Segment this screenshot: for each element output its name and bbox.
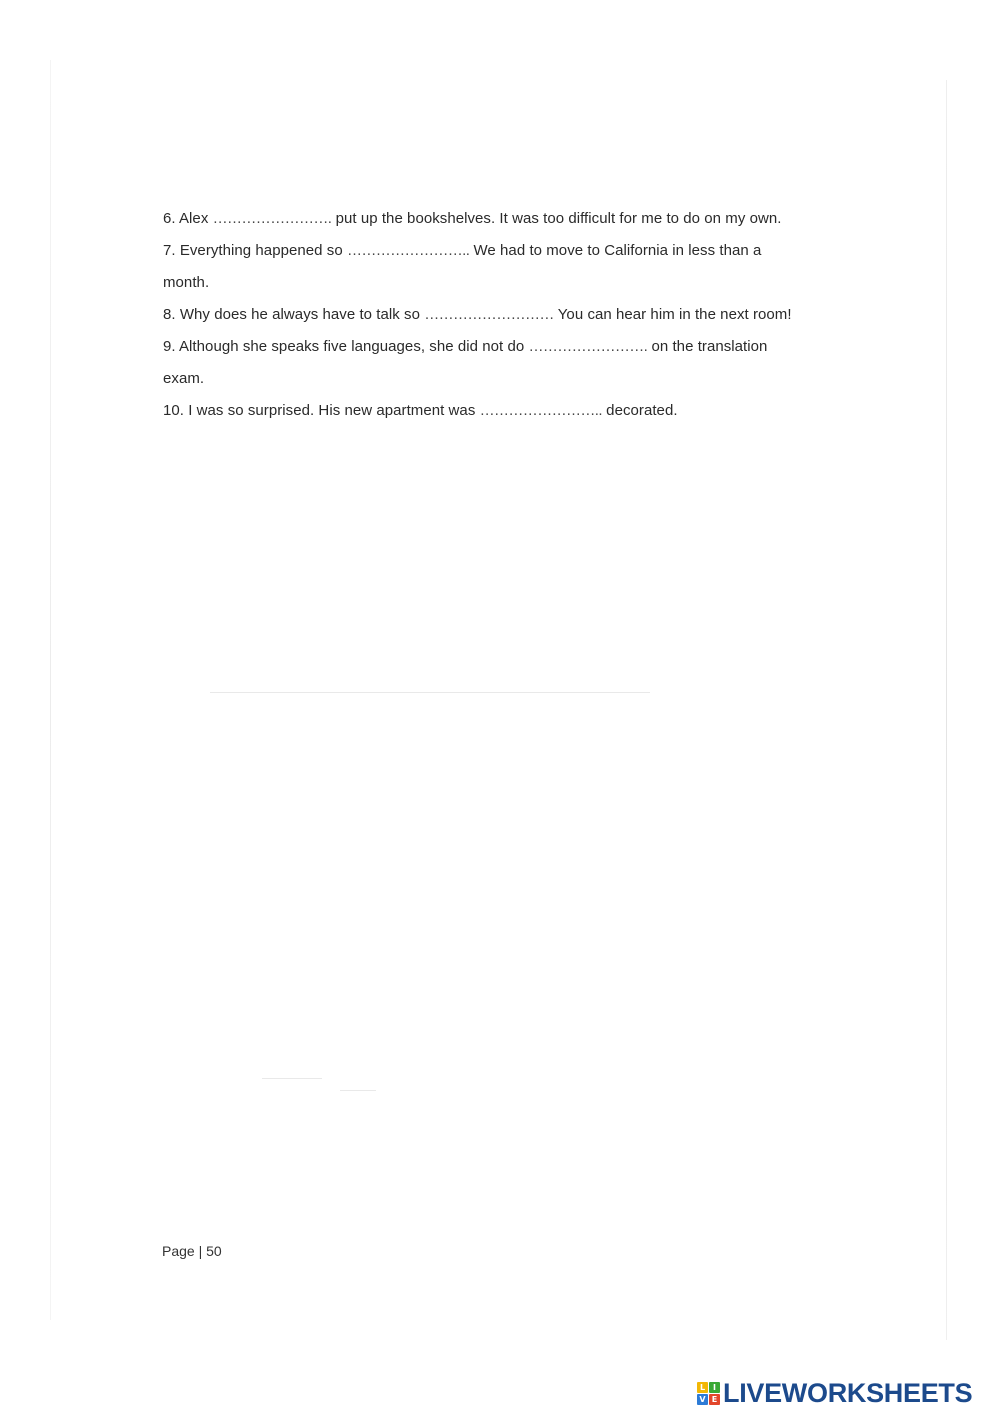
logo-tile: I (709, 1382, 720, 1393)
exercise-item-continuation: exam. (163, 370, 205, 387)
exercise-item (163, 203, 823, 235)
item-text-after: put up the bookshelves. It was too difficult for me to do on my own. (331, 210, 782, 227)
item-text-after: decorated. (601, 402, 678, 419)
scan-edge-left (50, 60, 51, 1320)
exercise-item (163, 395, 823, 427)
scan-artifact (340, 1090, 376, 1091)
item-text-after: We had to move to California in less than a (469, 242, 762, 259)
exercise-item-continuation: month. (163, 274, 210, 291)
item-text-before: 9. Although she speaks five languages, she did not do (163, 338, 529, 355)
answer-blank[interactable]: ……………………. (212, 210, 332, 227)
item-text-after: You can hear him in the next room! (553, 306, 792, 323)
answer-blank[interactable]: ……………………… (424, 306, 554, 323)
item-text-before: 6. Alex (163, 210, 213, 227)
exercise-item (163, 299, 823, 331)
item-text-before: 8. Why does he always have to talk so (163, 306, 425, 323)
scan-artifact (262, 1078, 322, 1079)
item-text-after: on the translation (647, 338, 768, 355)
exercise-list (163, 203, 823, 427)
exercise-item (163, 331, 823, 363)
exercise-item (163, 235, 823, 267)
item-text-before: 7. Everything happened so (163, 242, 347, 259)
logo-tile: V (697, 1394, 708, 1405)
answer-blank[interactable]: …………………….. (346, 242, 470, 259)
item-text-before: 10. I was so surprised. His new apartment was (163, 402, 480, 419)
scan-artifact (210, 692, 650, 693)
scan-edge-right (946, 80, 947, 1340)
answer-blank[interactable]: …………………….. (479, 402, 602, 419)
logo-tile: L (697, 1382, 708, 1393)
answer-blank[interactable]: ……………………. (528, 338, 648, 355)
live-logo-icon (697, 1382, 720, 1405)
brand-name: LIVEWORKSHEETS (723, 1377, 973, 1408)
page-number: Page | 50 (162, 1243, 222, 1259)
liveworksheets-brand[interactable] (697, 1378, 972, 1408)
logo-tile: E (709, 1394, 720, 1405)
